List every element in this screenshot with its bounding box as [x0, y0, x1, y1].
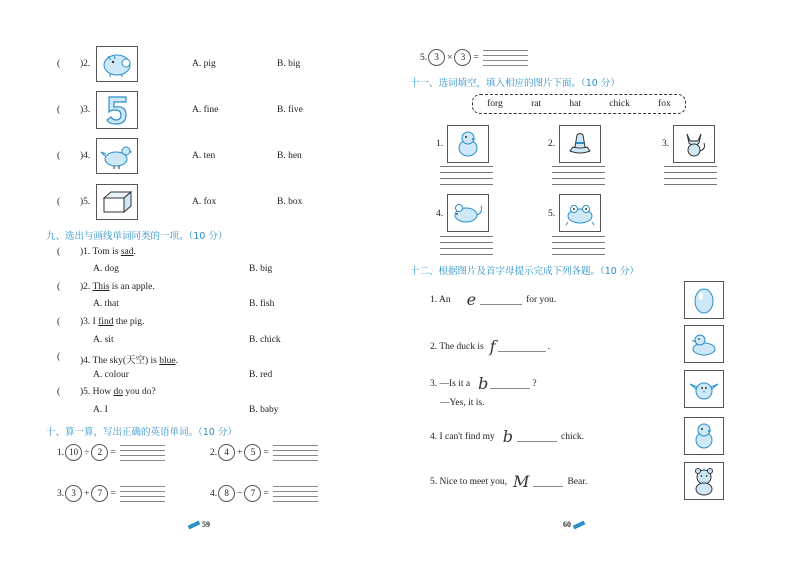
hint-letter: M [513, 472, 530, 491]
option-b: B. baby [249, 405, 279, 415]
word-bank-item: chick [609, 99, 630, 109]
chick-icon [684, 417, 724, 455]
answer-blank[interactable] [490, 378, 530, 389]
answer-lines[interactable] [120, 445, 165, 461]
option-a: A. sit [93, 335, 114, 345]
math-item-3 [57, 485, 165, 502]
option-a: A. I [93, 405, 108, 415]
box-icon [96, 184, 138, 220]
bear-icon [684, 462, 724, 500]
hint-letter: b [478, 374, 489, 393]
answer-blank[interactable] [498, 341, 546, 352]
question-text: )1. Tom is sad. [80, 247, 136, 257]
equals: = [110, 447, 116, 458]
sentence-start: 2. The duck is [430, 341, 484, 352]
sec12-item-2 [430, 337, 550, 356]
answer-paren[interactable]: ( [57, 247, 61, 257]
answer-lines[interactable] [120, 486, 165, 502]
equals: = [110, 488, 116, 499]
sentence-end: for you. [526, 294, 557, 305]
sentence-end: ? [532, 378, 537, 389]
flower-number: 8 [218, 485, 235, 502]
answer-text: —Yes, it is. [440, 398, 485, 408]
sec12-item-5 [430, 472, 587, 491]
question-text: )3. I find the pig. [80, 317, 145, 327]
question-number: )2. [80, 59, 91, 69]
sentence-end: chick. [561, 431, 584, 442]
option-b: B. big [249, 264, 273, 274]
equals: = [263, 447, 269, 458]
answer-paren[interactable]: ( [57, 151, 61, 161]
math-item-2 [210, 444, 318, 461]
equals: = [263, 488, 269, 499]
sec12-item-4 [430, 427, 584, 446]
word-bank-item: rat [531, 99, 542, 109]
flower-number: 2 [91, 444, 108, 461]
pencil-icon [573, 521, 586, 530]
sentence-end: Bear. [567, 476, 588, 487]
question-text: )4. The sky(天空) is blue. [80, 356, 178, 366]
option-b: B. chick [249, 335, 281, 345]
answer-lines[interactable] [273, 486, 318, 502]
math-item-4 [210, 485, 318, 502]
section-9-title: 九、选出与画线单词同类的一项。（10 分） [46, 231, 228, 242]
sec12-item-1 [430, 290, 556, 309]
flower-number: 10 [65, 444, 82, 461]
answer-blank[interactable] [480, 294, 522, 305]
flower-number: 7 [244, 485, 261, 502]
sentence-start: 1. An [430, 294, 451, 305]
rat-icon [447, 194, 489, 232]
answer-paren[interactable]: ( [57, 59, 61, 69]
word-bank-item: hat [569, 99, 581, 109]
math-item-1 [57, 444, 165, 461]
answer-paren[interactable]: ( [57, 387, 61, 397]
underlined-word: blue [159, 356, 176, 366]
answer-paren[interactable]: ( [57, 352, 61, 362]
pencil-icon [188, 521, 201, 530]
sentence-end: . [547, 341, 550, 352]
page-number-right: 60 [563, 520, 587, 529]
question-number: 4. [210, 488, 218, 499]
flower-number: 3 [65, 485, 82, 502]
page-number-left: 59 [186, 520, 210, 529]
bird-icon [684, 370, 724, 408]
question-number: 5. [548, 209, 556, 219]
answer-paren[interactable]: ( [57, 105, 61, 115]
sentence-start: 5. Nice to meet you, [430, 476, 508, 487]
underlined-word: find [98, 317, 114, 327]
flower-number: 3 [454, 49, 471, 66]
option-b: B. five [277, 105, 303, 115]
question-number: 4. [436, 209, 444, 219]
answer-paren[interactable]: ( [57, 197, 61, 207]
option-a: A. pig [192, 59, 216, 69]
sec12-item-3 [430, 374, 537, 393]
hint-letter: f [489, 337, 496, 356]
answer-paren[interactable]: ( [57, 317, 61, 327]
question-number: 3. [662, 139, 670, 149]
number-five-icon [96, 91, 138, 129]
math-item-5 [420, 49, 528, 66]
option-b: B. big [277, 59, 301, 69]
option-b: B. fish [249, 299, 275, 309]
hen-icon [96, 138, 138, 174]
section-11-title: 十一、选词填空，填入相应的图片下面。（10 分） [410, 78, 620, 89]
frog-icon [559, 194, 601, 232]
hint-letter: e [466, 290, 477, 309]
word-bank-item: fox [658, 99, 671, 109]
flower-number: 3 [428, 49, 445, 66]
option-b: B. red [249, 370, 273, 380]
underlined-word: sad [120, 247, 134, 257]
question-number: )5. [80, 197, 91, 207]
answer-lines[interactable] [273, 445, 318, 461]
option-a: A. that [93, 299, 119, 309]
fox-icon [673, 125, 715, 163]
hat-icon [559, 125, 601, 163]
section-12-title: 十二、根据图片及首字母提示完成下列各题。（10 分） [410, 266, 639, 277]
answer-lines[interactable] [483, 50, 528, 66]
word-bank [472, 94, 686, 114]
option-a: A. ten [192, 151, 216, 161]
option-b: B. hen [277, 151, 302, 161]
question-number: 5. [420, 52, 428, 63]
question-number: )4. [80, 151, 91, 161]
question-text: )5. How do you do? [80, 387, 156, 397]
sentence-start: 4. I can't find my [430, 431, 495, 442]
question-text: )2. This is an apple. [80, 282, 155, 292]
answer-blank[interactable] [533, 476, 563, 487]
egg-icon [684, 281, 724, 319]
question-number: )3. [80, 105, 91, 115]
question-number: 1. [57, 447, 65, 458]
answer-paren[interactable]: ( [57, 282, 61, 292]
question-number: 2. [210, 447, 218, 458]
operator: + [237, 447, 243, 458]
question-number: 3. [57, 488, 65, 499]
sentence-start: 3. —Is it a [430, 378, 471, 389]
operator: − [237, 488, 243, 499]
operator: + [84, 488, 90, 499]
option-a: A. fine [192, 105, 219, 115]
operator: ÷ [84, 447, 90, 458]
flower-number: 4 [218, 444, 235, 461]
flower-number: 5 [244, 444, 261, 461]
chick-icon [447, 125, 489, 163]
word-bank-item: forg [487, 99, 503, 109]
section-10-title: 十、算一算，写出正确的英语单词。（10 分） [46, 427, 237, 438]
hint-letter: b [502, 427, 514, 446]
flower-number: 7 [91, 485, 108, 502]
question-number: 1. [436, 139, 444, 149]
underlined-word: do [113, 387, 124, 397]
option-a: A. colour [93, 370, 129, 380]
answer-blank[interactable] [517, 431, 557, 442]
question-number: 2. [548, 139, 556, 149]
operator: × [447, 52, 453, 63]
option-a: A. dog [93, 264, 119, 274]
pig-icon [96, 46, 138, 82]
option-b: B. box [277, 197, 303, 207]
equals: = [473, 52, 479, 63]
option-a: A. fox [192, 197, 217, 207]
duck-icon [684, 325, 724, 363]
underlined-word: This [92, 282, 110, 292]
